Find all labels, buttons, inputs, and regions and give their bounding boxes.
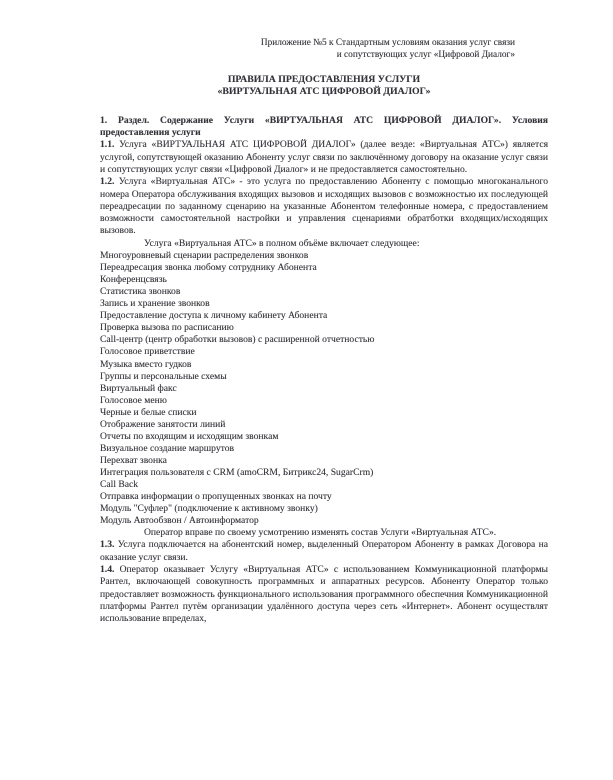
feature-item: Проверка вызова по расписанию	[100, 322, 234, 334]
document-title	[100, 74, 548, 99]
feature-item: Переадресация звонка любому сотруднику Абонента	[100, 262, 317, 274]
title-line-1: ПРАВИЛА ПРЕДОСТАВЛЕНИЯ УСЛУГИ	[227, 74, 421, 85]
paragraph-text: Услуга подключается на абонентский номер, выделенный Оператором Абоненту в рамках Договора на оказание услуг связи.	[100, 539, 548, 563]
paragraph-1-4	[100, 564, 548, 625]
feature-item: Многоуровневый сценарии распределения звонков	[100, 250, 309, 262]
includes-intro: Услуга «Виртуальная АТС» в полном объёме включает следующее:	[144, 237, 420, 249]
feature-item: Виртуальный факс	[100, 382, 177, 394]
feature-item: Перехват звонка	[100, 454, 167, 466]
feature-item: Конференцсвязь	[100, 274, 167, 286]
feature-item: Call-центр (центр обработки вызовов) с расширенной отчетностью	[100, 334, 375, 346]
paragraph-1-3	[100, 539, 548, 564]
feature-item: Запись и хранение звонков	[100, 298, 210, 310]
paragraph-text: Оператор оказывает Услугу «Виртуальная АТС» с использованием Коммуникационной платформы Рантел, включающей совокупность программных и аппаратных ресурсов. Абоненту Оператор только предоставляет возможность функционального использования программного обеспечния Коммуникационной платформы Рантел путём организации удалённого доступа через сеть «Интернет». Абонент осуществлят использование впределах,	[100, 564, 548, 625]
feature-item: Визуальное создание маршрутов	[100, 442, 235, 454]
feature-item: Группы и персональные схемы	[100, 370, 227, 382]
paragraph-number: 1.1.	[100, 139, 115, 151]
feature-item: Статистика звонков	[100, 286, 181, 298]
feature-item: Отображение занятости линий	[100, 418, 226, 430]
paragraph-number: 1.4.	[100, 564, 115, 576]
features-list	[100, 250, 548, 527]
paragraph-1-1	[100, 139, 548, 176]
feature-item: Музыка вместо гудков	[100, 358, 192, 370]
document-header	[100, 37, 548, 61]
feature-item: Модуль "Суфлер" (подключение к активному звонку)	[100, 503, 318, 515]
feature-item: Предоставление доступа к личному кабинету Абонента	[100, 310, 328, 322]
document-body	[100, 115, 548, 626]
feature-item: Интеграция пользователя с CRM (amoCRM, Битрикс24, SugarCrm)	[100, 466, 374, 478]
header-line-2: и сопутствующих услуг «Цифровой Диалог»	[336, 50, 515, 60]
paragraph-number: 1.2.	[100, 176, 115, 188]
paragraph-text: Услуга «Виртуальная АТС» - это услуга по предоставлению Абоненту с помощью многоканального номера Оператора обслуживания входящих вызовов и исходящих вызовов с возможностью их последующей переадресации по заданному сценарию на указанные Абонентом телефонные номера, с предоставлением возможности самостоятельной настройки и управления сценариями обратботки входящих/исходящих вызовов.	[100, 176, 548, 237]
feature-item: Отчеты по входящим и исходящим звонкам	[100, 430, 279, 442]
header-line-1: Приложение №5 к Стандартным условиям оказания услуг связи	[260, 38, 515, 48]
title-line-2: «ВИРТУАЛЬНАЯ АТС ЦИФРОВОЙ ДИАЛОГ»	[217, 86, 431, 98]
feature-item: Отправка информации о пропущенных звонках на почту	[100, 491, 332, 503]
feature-item: Черные и белые списки	[100, 406, 197, 418]
operator-note: Оператор вправе по своему усмотрению изменять состав Услуги «Виртуальная АТС».	[144, 527, 497, 539]
feature-item: Голосовое меню	[100, 394, 167, 406]
paragraph-1-2	[100, 176, 548, 237]
paragraph-text: Услуга «ВИРТУАЛЬНАЯ АТС ЦИФРОВОЙ ДИАЛОГ» (далее везде: «Виртуальная АТС») является услугой, сопутствующей оказанию Абоненту услуг связи по заключённому договору на оказание услуг связи и сопутствующих услуг связи «Цифровой Диалог» и не предоставляется самостоятельно.	[100, 139, 548, 175]
paragraph-number: 1.3.	[100, 539, 115, 551]
section-heading: 1. Раздел. Содержание Услуги «ВИРТУАЛЬНАЯ АТС ЦИФРОВОЙ ДИАЛОГ». Условия предоставления услуги	[100, 114, 548, 139]
feature-item: Call Back	[100, 478, 139, 490]
feature-item: Голосовое приветствие	[100, 346, 195, 358]
feature-item: Модуль Автообзвон / Автоинформатор	[100, 515, 259, 527]
